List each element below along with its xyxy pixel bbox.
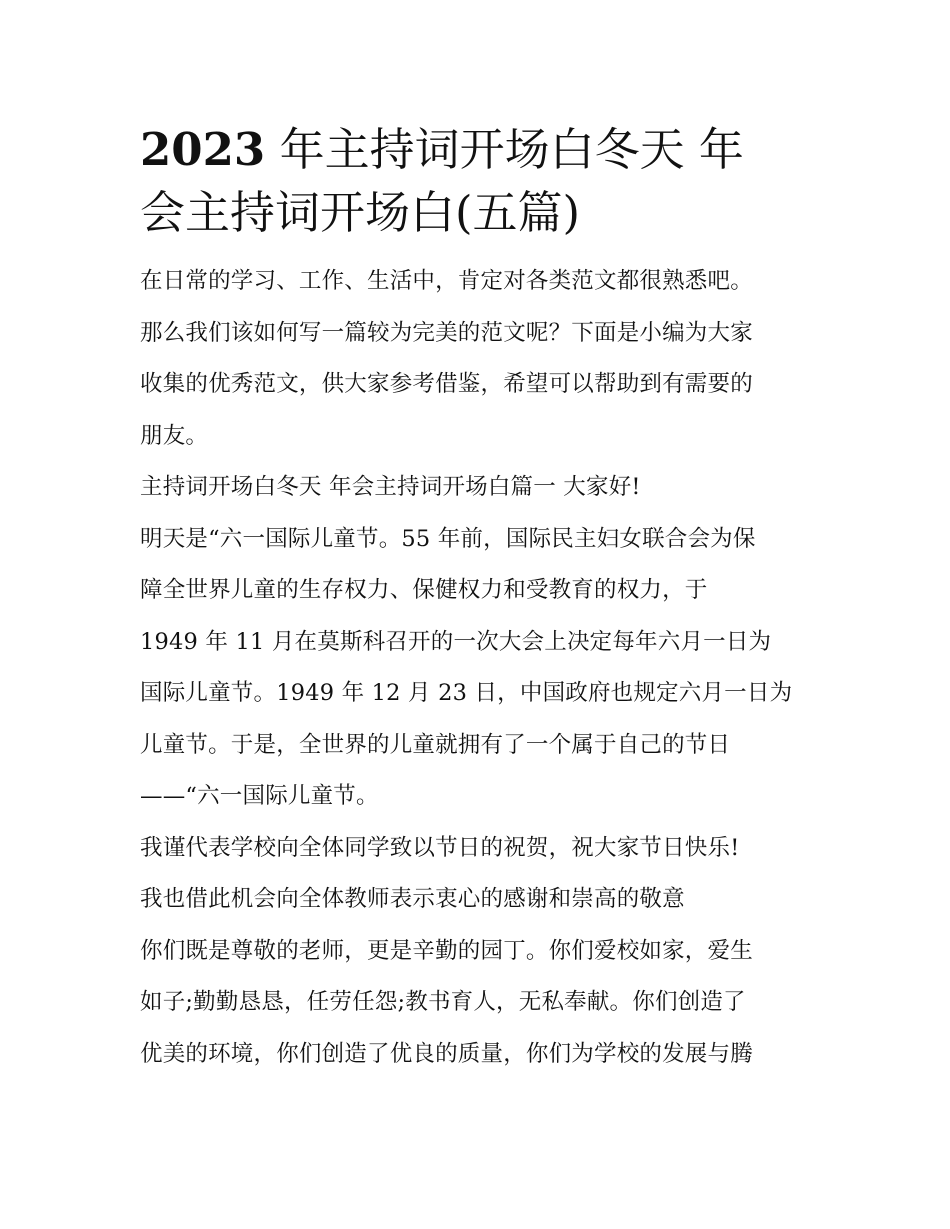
body-line: 主持词开场白冬天 年会主持词开场白篇一 大家好! <box>140 474 641 500</box>
document-title <box>140 118 820 244</box>
title-line-2: 会主持词开场白(五篇) <box>140 186 581 239</box>
body-line: 在日常的学习、工作、生活中，肯定对各类范文都很熟悉吧。 <box>140 268 753 294</box>
body-line: 朋友。 <box>140 422 209 449</box>
body-line: ——“六一国际儿童节。 <box>140 783 379 809</box>
body-line: 如子;勤勤恳恳，任劳任怨;教书育人，无私奉献。你们创造了 <box>140 989 746 1015</box>
body-line: 我谨代表学校向全体同学致以节日的祝贺，祝大家节日快乐! <box>140 834 740 861</box>
body-line: 障全世界儿童的生存权力、保健权力和受教育的权力，于 <box>140 577 708 603</box>
body-line: 那么我们该如何写一篇较为完美的范文呢？下面是小编为大家 <box>140 319 753 346</box>
title-year: 2023 <box>140 123 266 176</box>
body-line: 收集的优秀范文，供大家参考借鉴，希望可以帮助到有需要的 <box>140 371 753 397</box>
body-line: 国际儿童节。1949 年 12 月 23 日，中国政府也规定六月一日为 <box>140 680 793 706</box>
body-line: 1949 年 11 月在莫斯科召开的一次大会上决定每年六月一日为 <box>140 628 772 655</box>
body-line: 明天是“六一国际儿童节。55 年前，国际民主妇女联合会为保 <box>140 525 756 552</box>
title-line-1 <box>140 118 820 181</box>
document-body <box>140 256 820 1080</box>
body-line: 优美的环境，你们创造了优良的质量，你们为学校的发展与腾 <box>140 1040 753 1067</box>
title-line-1-text: 年主持词开场白冬天 年 <box>279 123 744 176</box>
body-line: 儿童节。于是，全世界的儿童就拥有了一个属于自己的节日 <box>140 731 731 758</box>
body-line: 你们既是尊敬的老师，更是辛勤的园丁。你们爱校如家，爱生 <box>140 937 753 964</box>
document-page <box>140 118 820 1080</box>
body-line: 我也借此机会向全体教师表示衷心的感谢和崇高的敬意 <box>140 886 685 912</box>
